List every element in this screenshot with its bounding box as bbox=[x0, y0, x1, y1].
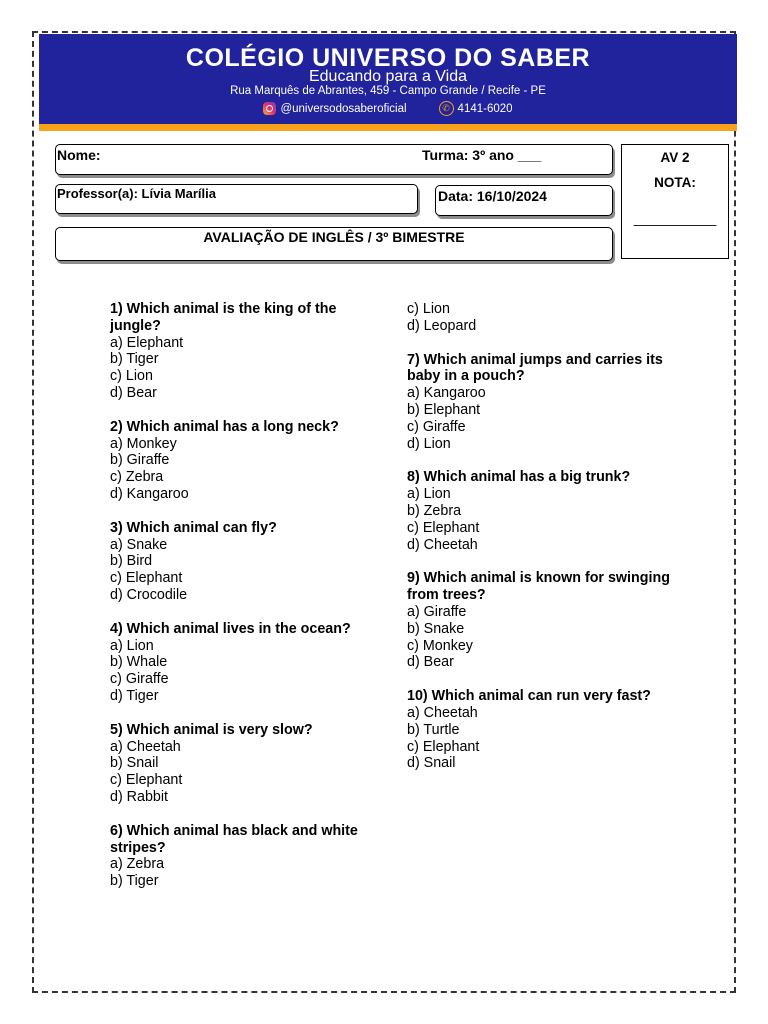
answer-option: c) Monkey bbox=[407, 637, 473, 654]
school-header bbox=[39, 34, 737, 124]
phone-icon: ✆ bbox=[439, 101, 454, 116]
answer-option: d) Bear bbox=[110, 384, 157, 401]
answer-option: d) Tiger bbox=[110, 687, 159, 704]
answer-option: a) Snake bbox=[110, 536, 168, 553]
answer-option: a) Elephant bbox=[110, 334, 184, 351]
question-5 bbox=[110, 722, 380, 806]
question-text: 5) Which animal is very slow? bbox=[110, 721, 313, 738]
question-6 bbox=[110, 823, 380, 890]
answer-option: a) Giraffe bbox=[407, 603, 467, 620]
answer-option: b) Turtle bbox=[407, 721, 460, 738]
answer-option: d) Rabbit bbox=[110, 788, 169, 805]
answer-option: a) Monkey bbox=[110, 435, 177, 452]
question-6-continued bbox=[407, 301, 677, 335]
question-10 bbox=[407, 688, 677, 772]
question-text: 10) Which animal can run very fast? bbox=[407, 688, 651, 705]
av-label: AV 2 bbox=[660, 150, 690, 165]
name-label: Nome: bbox=[57, 147, 101, 163]
grade-box[interactable] bbox=[621, 144, 729, 259]
question-9 bbox=[407, 570, 677, 671]
exam-title: AVALIAÇÃO DE INGLÊS / 3º BIMESTRE bbox=[203, 229, 465, 245]
answer-option: b) Zebra bbox=[407, 502, 462, 519]
header-stripe bbox=[39, 124, 737, 131]
answer-option: d) Lion bbox=[407, 435, 451, 452]
grade-line: ___________ bbox=[633, 211, 717, 226]
instagram-contact bbox=[263, 102, 406, 115]
instagram-handle: @universodosaberoficial bbox=[280, 102, 407, 115]
question-1 bbox=[110, 301, 380, 402]
answer-option: d) Kangaroo bbox=[110, 485, 189, 502]
answer-option: a) Lion bbox=[110, 637, 154, 654]
answer-option: a) Kangaroo bbox=[407, 385, 486, 402]
answer-option: b) Tiger bbox=[110, 351, 159, 368]
answer-option: d) Bear bbox=[407, 654, 454, 671]
school-tagline: Educando para a Vida bbox=[308, 68, 468, 85]
answer-option: c) Elephant bbox=[110, 570, 183, 587]
answer-option: a) Cheetah bbox=[407, 704, 478, 721]
answer-option: a) Zebra bbox=[110, 856, 165, 873]
question-text: 2) Which animal has a long neck? bbox=[110, 418, 339, 435]
question-4 bbox=[110, 621, 380, 705]
answer-option: c) Elephant bbox=[110, 772, 183, 789]
answer-option: b) Snail bbox=[110, 755, 159, 772]
answer-option: a) Cheetah bbox=[110, 738, 181, 755]
question-text: 4) Which animal lives in the ocean? bbox=[110, 620, 351, 637]
teacher-label: Professor(a): Lívia Marília bbox=[57, 186, 216, 201]
phone-number: 4141-6020 bbox=[457, 102, 513, 115]
answer-option: b) Snake bbox=[407, 620, 465, 637]
question-3 bbox=[110, 520, 380, 604]
phone-contact bbox=[439, 101, 513, 116]
answer-option: c) Elephant bbox=[407, 738, 480, 755]
answer-option: c) Lion bbox=[110, 368, 153, 385]
answer-option: d) Cheetah bbox=[407, 536, 478, 553]
answer-option: b) Tiger bbox=[110, 873, 159, 890]
answer-option: b) Whale bbox=[110, 654, 168, 671]
answer-option: c) Lion bbox=[407, 301, 450, 317]
answer-option: b) Bird bbox=[110, 553, 153, 570]
school-name: COLÉGIO UNIVERSO DO SABER bbox=[185, 44, 591, 72]
answer-option: b) Giraffe bbox=[110, 452, 170, 469]
question-7 bbox=[407, 352, 677, 453]
questions-column-left bbox=[110, 301, 380, 907]
question-text: 6) Which animal has black and white stripes? bbox=[110, 822, 358, 856]
answer-option: c) Elephant bbox=[407, 519, 480, 536]
question-text: 9) Which animal is known for swinging from trees? bbox=[407, 570, 670, 604]
answer-option: d) Snail bbox=[407, 755, 456, 772]
answer-option: d) Leopard bbox=[407, 317, 477, 334]
answer-option: c) Giraffe bbox=[407, 418, 466, 435]
date-label: Data: 16/10/2024 bbox=[438, 188, 547, 204]
grade-label: NOTA: bbox=[654, 175, 696, 190]
question-text: 3) Which animal can fly? bbox=[110, 519, 277, 536]
answer-option: b) Elephant bbox=[407, 401, 481, 418]
question-text: 1) Which animal is the king of the jungle? bbox=[110, 301, 337, 334]
instagram-icon bbox=[263, 102, 276, 115]
questions-column-right bbox=[407, 301, 677, 789]
answer-option: a) Lion bbox=[407, 486, 451, 503]
contacts bbox=[39, 101, 737, 116]
class-label: Turma: 3º ano ___ bbox=[422, 147, 542, 163]
answer-option: d) Crocodile bbox=[110, 586, 188, 603]
question-text: 8) Which animal has a big trunk? bbox=[407, 469, 631, 486]
question-2 bbox=[110, 419, 380, 503]
answer-option: c) Zebra bbox=[110, 469, 164, 486]
answer-option: c) Giraffe bbox=[110, 671, 169, 688]
question-text: 7) Which animal jumps and carries its baby in a pouch? bbox=[407, 351, 663, 385]
question-8 bbox=[407, 469, 677, 553]
school-address: Rua Marquês de Abrantes, 459 - Campo Grande / Recife - PE bbox=[230, 85, 546, 97]
